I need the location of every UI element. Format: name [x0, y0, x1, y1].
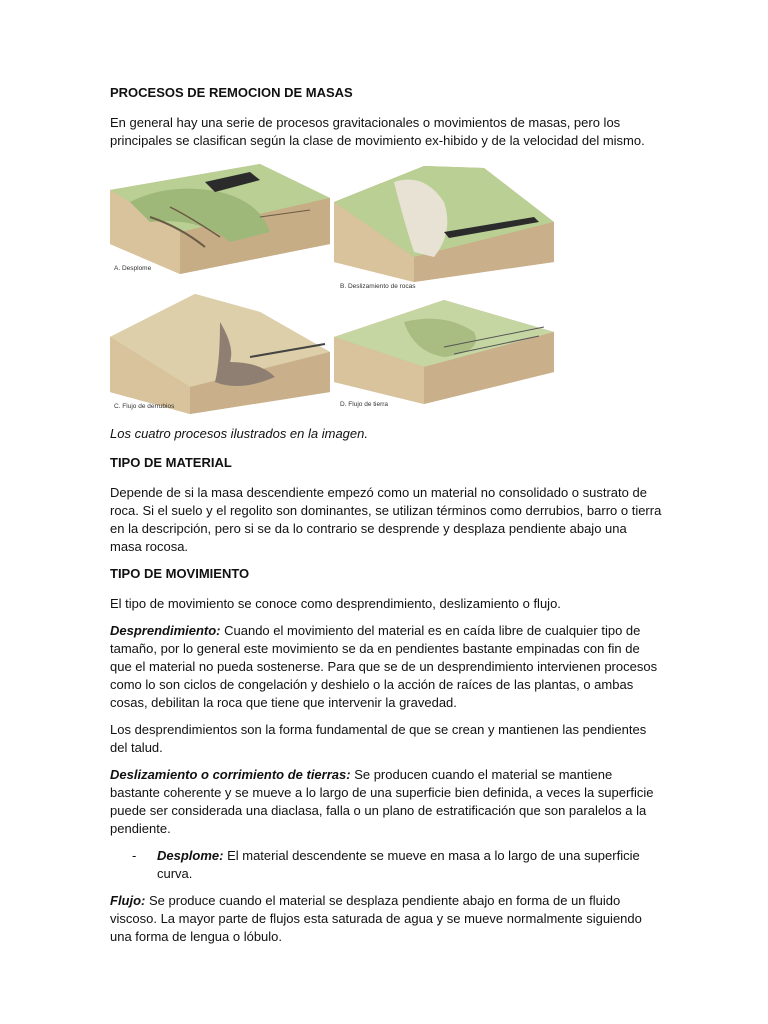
term-deslizamiento: Deslizamiento o corrimiento de tierras:	[110, 767, 351, 782]
term-desplome: Desplome:	[157, 848, 224, 863]
term-flujo: Flujo:	[110, 893, 146, 908]
panel-label-a: A. Desplome	[114, 265, 152, 272]
heading-tipo-material: TIPO DE MATERIAL	[110, 455, 232, 470]
document-title: PROCESOS DE REMOCION DE MASAS	[110, 85, 353, 100]
panel-label-d: D. Flujo de tierra	[340, 401, 389, 408]
mass-wasting-figure	[110, 162, 550, 415]
paragraph-deslizamiento	[110, 766, 662, 838]
paragraph-flujo	[110, 892, 662, 946]
panel-deslizamiento	[334, 162, 554, 288]
panel-desplome	[110, 162, 330, 288]
paragraph-desprendimiento-extra: Los desprendimientos son la forma fundamental de que se crean y mantienen las pendientes del talud.	[110, 722, 647, 755]
paragraph-tipo-material: Depende de si la masa descendiente empezó como un material no consolidado o sustrato de roca. Si el suelo y el regolito son dominantes, se utilizan términos como derrubios, barro o tierra en la descripción, pero si se da lo contrario se desprende y desplaza pendiente abajo una masa rocosa.	[110, 485, 662, 554]
bullet-dash: -	[132, 848, 137, 863]
panel-flujo-tierra	[334, 292, 554, 418]
panel-label-b: B. Deslizamiento de rocas	[340, 283, 416, 290]
text-flujo: Se produce cuando el material se desplaza pendiente abajo en forma de un fluido viscoso. La mayor parte de flujos esta saturada de agua y se mueve normalmente siguiendo una forma de lengua o lóbulo.	[110, 893, 642, 944]
text-desprendimiento: Cuando el movimiento del material es en caída libre de cualquier tipo de tamaño, por lo general este movimiento se da en pendientes bastante empinadas con fin de que el material no pueda sostenerse. Para que se de un desprendimiento intervienen procesos como lo son ciclos de congelación y deshielo o la acción de raíces de las plantas, o ambas cosas, debilitan la roca que tiene que intervenir la gravedad.	[110, 623, 658, 710]
text-desplome: El material descendente se mueve en masa a lo largo de una superficie curva.	[157, 848, 640, 881]
term-desprendimiento: Desprendimiento:	[110, 623, 221, 638]
panel-flujo-derrubios	[110, 292, 330, 418]
deslizamiento-illustration	[334, 162, 554, 288]
panel-label-c: C. Flujo de derrubios	[114, 403, 175, 410]
paragraph-desprendimiento	[110, 622, 662, 712]
list-item-desplome	[110, 847, 662, 883]
heading-tipo-movimiento: TIPO DE MOVIMIENTO	[110, 566, 250, 581]
document-page	[110, 84, 662, 955]
paragraph-movimiento-intro: El tipo de movimiento se conoce como desprendimiento, deslizamiento o flujo.	[110, 596, 561, 611]
text-deslizamiento: Se producen cuando el material se mantiene bastante coherente y se mueve a lo largo de una superficie bien definida, a veces la superficie puede ser considerada una diaclasa, falla o un plano de estratificación que son paralelos a la pendiente.	[110, 767, 654, 836]
figure-caption: Los cuatro procesos ilustrados en la imagen.	[110, 426, 368, 441]
intro-paragraph: En general hay una serie de procesos gravitacionales o movimientos de masas, pero los principales se clasifican según la clase de movimiento ex-hibido y de la velocidad del mismo.	[110, 115, 645, 148]
